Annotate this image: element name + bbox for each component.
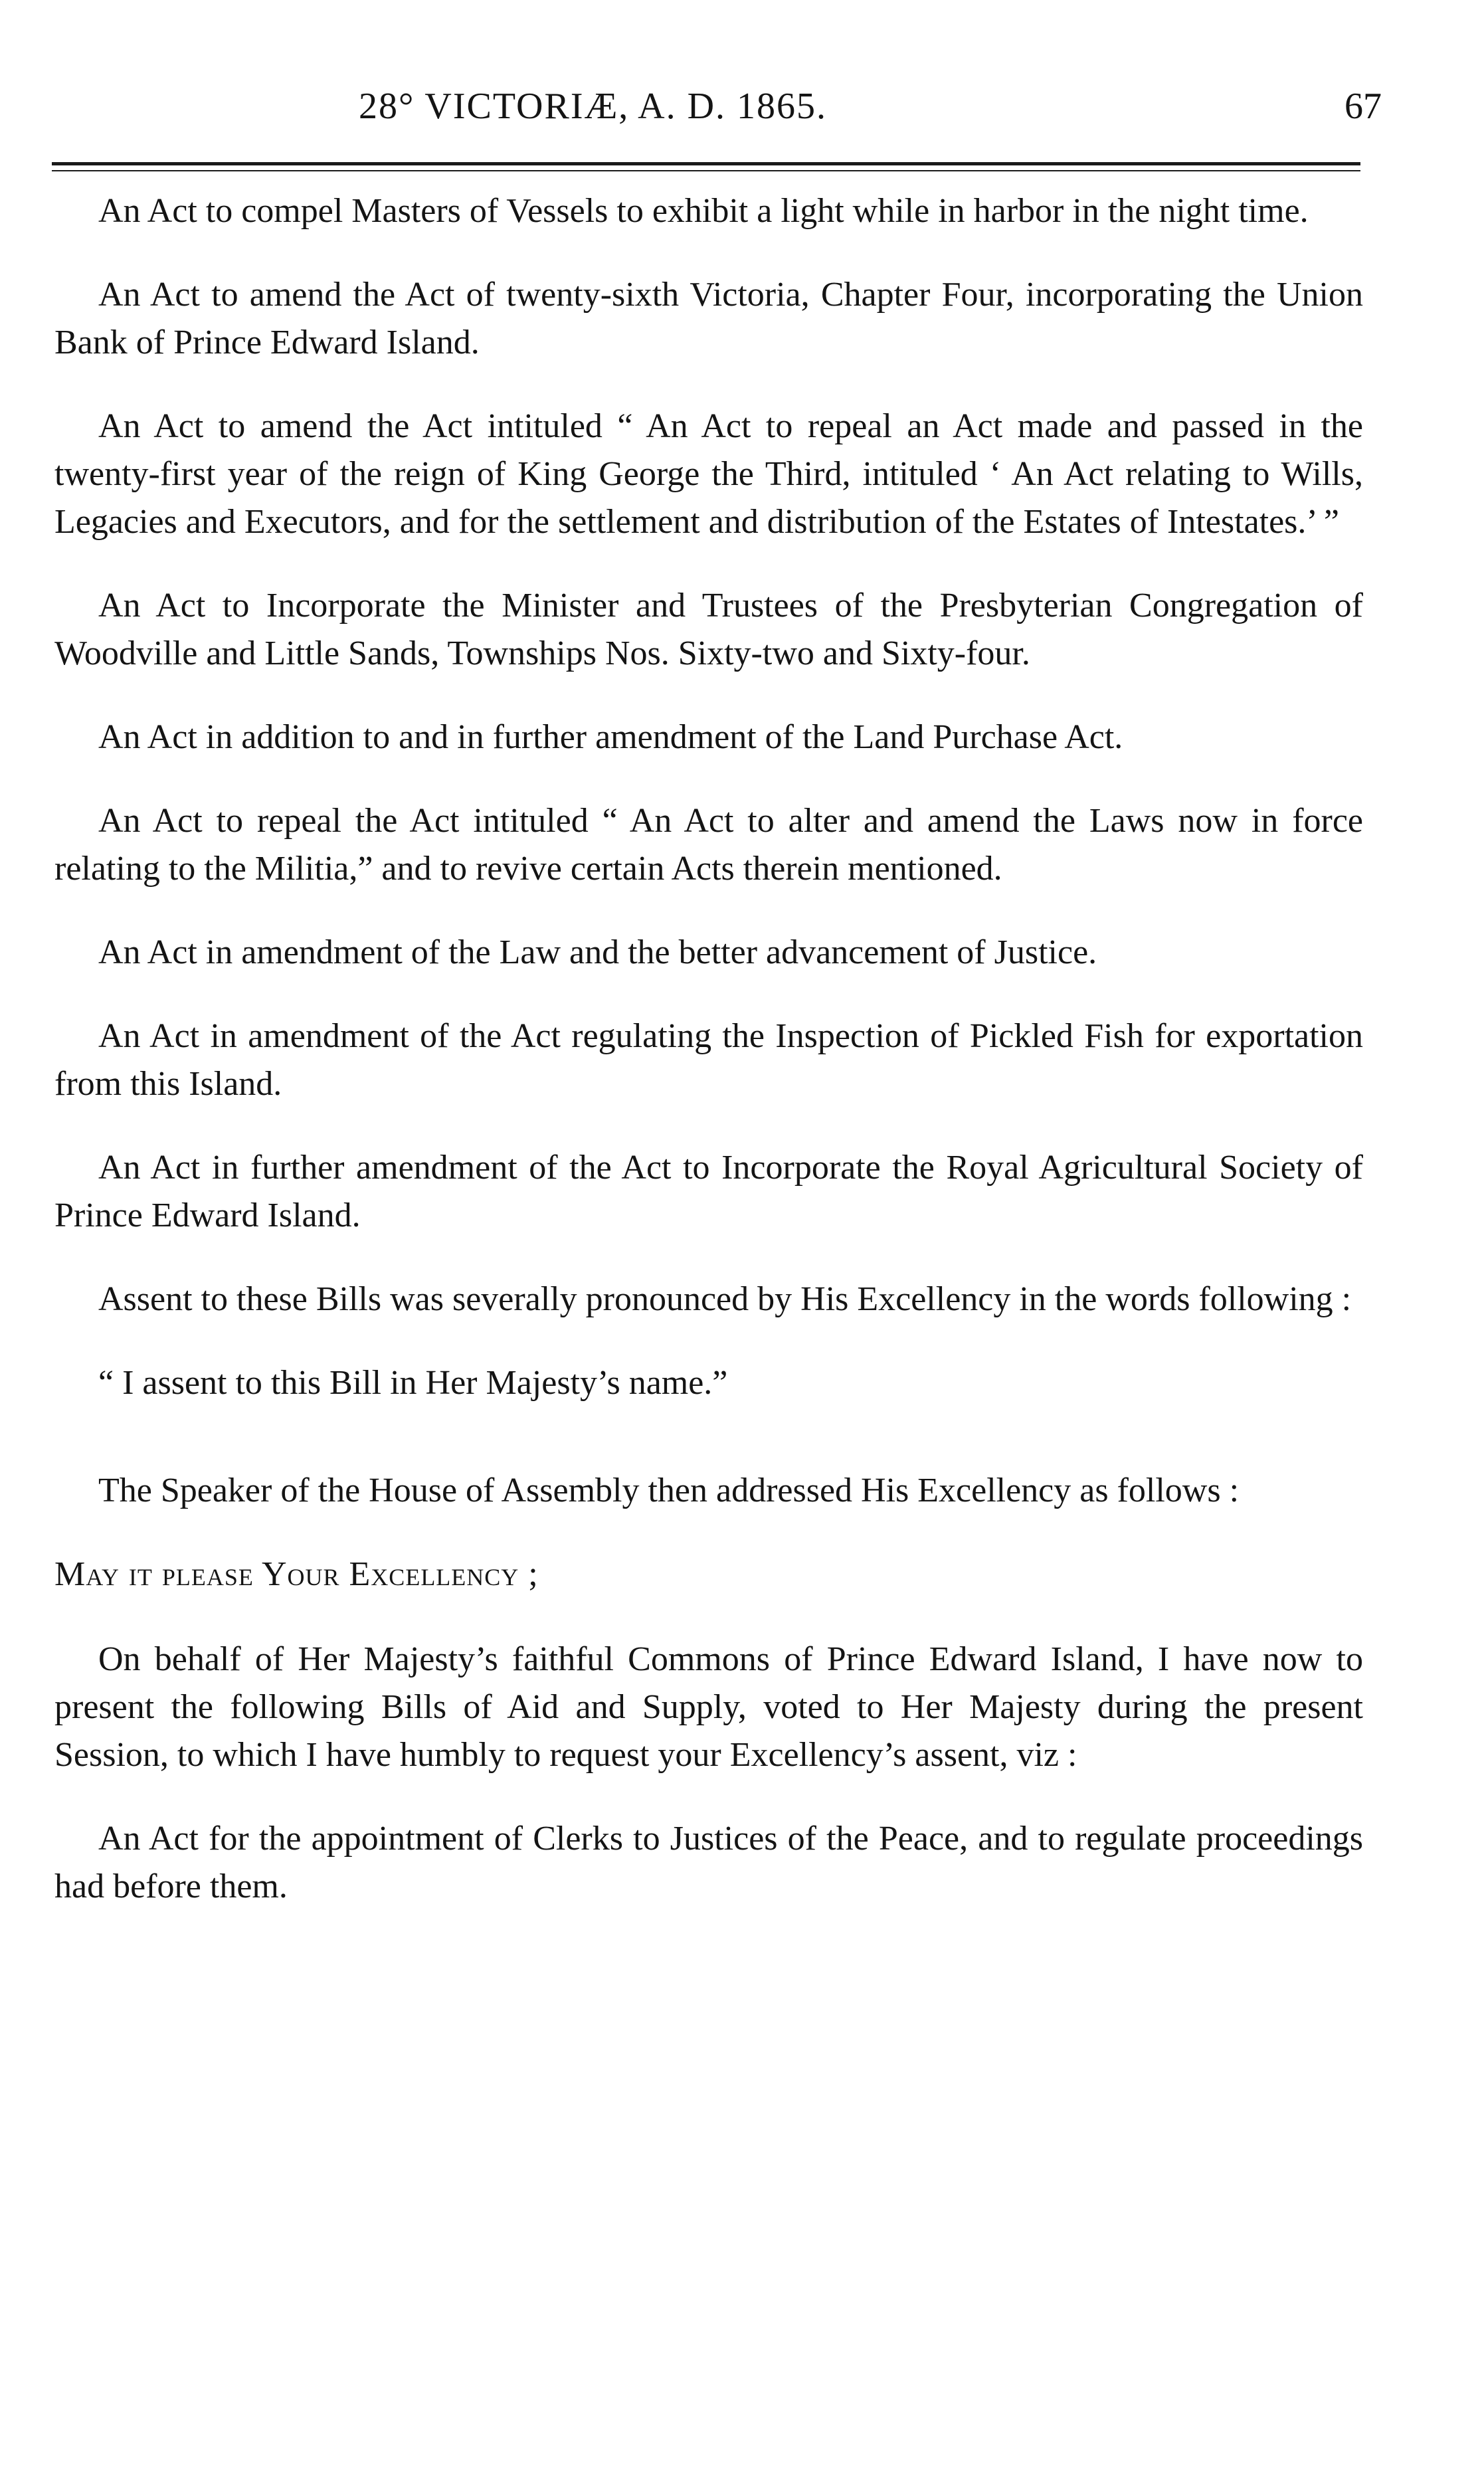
page-header bbox=[53, 85, 1382, 138]
act-paragraph-3: An Act to amend the Act intituled “ An Act to repeal an Act made and passed in the twenty-first year of the reign of King George the Third, intituled ‘ An Act relating to Wills, Legacies and Executors, and for the settlement and distribution of the Estates of Intestates.’ ” bbox=[54, 407, 1363, 541]
final-act-paragraph: An Act for the appointment of Clerks to Justices of the Peace, and to regulate proceedings had before them. bbox=[54, 1820, 1363, 1905]
speaker-intro: The Speaker of the House of Assembly then addressed His Excellency as follows : bbox=[98, 1472, 1240, 1509]
running-title: 28° VICTORIÆ, A. D. 1865. bbox=[359, 86, 828, 127]
act-paragraph-2: An Act to amend the Act of twenty-sixth Victoria, Chapter Four, incorporating the Union Bank of Prince Edward Island. bbox=[54, 276, 1363, 361]
assent-quote: “ I assent to this Bill in Her Majesty’s name.” bbox=[98, 1364, 728, 1402]
act-paragraph-6: An Act to repeal the Act intituled “ An Act to alter and amend the Laws now in force relating to the Militia,” and to revive certain Acts therein mentioned. bbox=[54, 802, 1363, 888]
assent-intro: Assent to these Bills was severally pronounced by His Excellency in the words following : bbox=[98, 1280, 1352, 1318]
header-rule-thick bbox=[52, 162, 1360, 165]
act-paragraph-8: An Act in amendment of the Act regulating the Inspection of Pickled Fish for exportation from this Island. bbox=[54, 1017, 1363, 1103]
speaker-address: On behalf of Her Majesty’s faithful Commons of Prince Edward Island, I have now to present the following Bills of Aid and Supply, voted to Her Majesty during the present Session, to which I have humbly to request your Excellency’s assent, viz : bbox=[54, 1640, 1363, 1774]
act-paragraph-7: An Act in amendment of the Law and the better advancement of Justice. bbox=[98, 933, 1097, 971]
act-paragraph-4: An Act to Incorporate the Minister and Trustees of the Presbyterian Congregation of Woodville and Little Sands, Townships Nos. Sixty-two and Sixty-four. bbox=[54, 587, 1363, 672]
act-paragraph-1: An Act to compel Masters of Vessels to exhibit a light while in harbor in the night time. bbox=[98, 192, 1309, 230]
act-paragraph-5: An Act in addition to and in further amendment of the Land Purchase Act. bbox=[98, 718, 1123, 756]
act-paragraph-9: An Act in further amendment of the Act to Incorporate the Royal Agricultural Society of Prince Edward Island. bbox=[54, 1149, 1363, 1234]
header-rule-thin bbox=[52, 170, 1360, 171]
body-text bbox=[54, 187, 1363, 1947]
salutation: May it please Your Excellency ; bbox=[54, 1555, 539, 1593]
page-number: 67 bbox=[1345, 86, 1382, 127]
